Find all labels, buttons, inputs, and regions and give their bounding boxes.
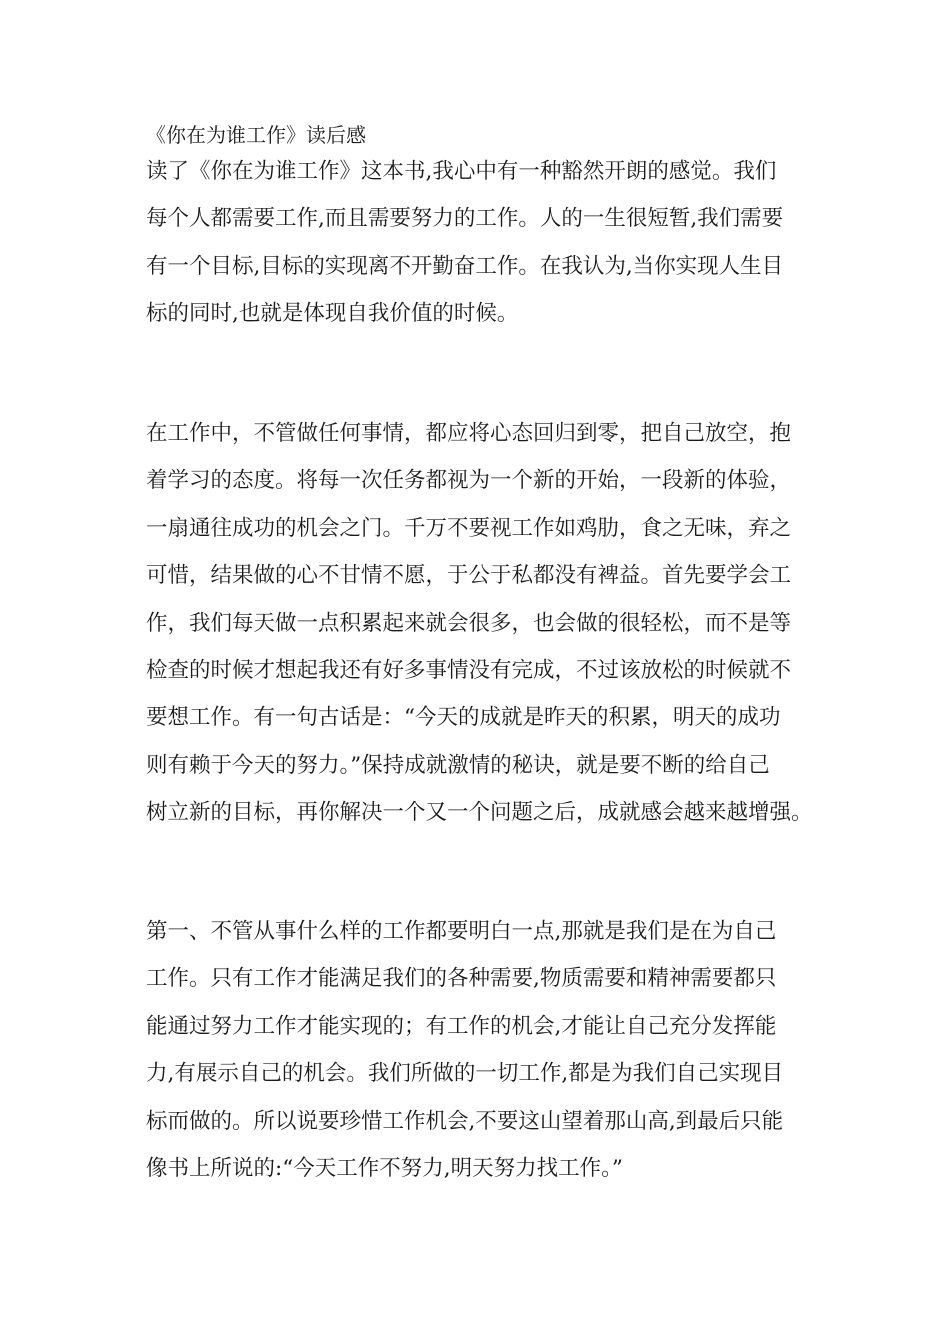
text-line: 要想工作。有一句古话是：“今天的成就是昨天的积累，明天的成功 [146,705,781,731]
text-line: 在工作中，不管做任何事情，都应将心态回归到零，把自己放空，抱 [146,421,792,446]
paragraph-2 [146,410,813,837]
text-line: 着学习的态度。将每一次任务都视为一个新的开始，一段新的体验， [146,468,792,494]
text-line: 可惜，结果做的心不甘情不愿，于公于私都没有裨益。首先要学会工 [146,563,792,589]
text-line: 力,有展示自己的机会。我们所做的一切工作,都是为我们自己实现目 [146,1061,784,1087]
text-line: 检查的时候才想起我还有好多事情没有完成，不过该放松的时候就不 [146,657,792,683]
text-line: 第一、不管从事什么样的工作都要明白一点,那就是我们是在为自己 [146,919,777,944]
text-line: 作，我们每天做一点积累起来就会很多，也会做的很轻松，而不是等 [146,610,792,636]
text-line: 读了《你在为谁工作》这本书,我心中有一种豁然开朗的感觉。我们 [146,159,777,184]
text-line: 标而做的。所以说要珍惜工作机会,不要这山望着那山高,到最后只能 [146,1108,784,1134]
text-line: 标的同时,也就是体现自我价值的时候。 [146,301,519,327]
text-line: 能通过努力工作才能实现的；有工作的机会,才能让自己充分发挥能 [146,1013,777,1039]
text-line: 每个人都需要工作,而且需要努力的工作。人的一生很短暂,我们需要 [146,206,784,232]
text-line: 一扇通往成功的机会之门。千万不要视工作如鸡肋，食之无味，弃之 [146,515,792,541]
text-line: 有一个目标,目标的实现离不开勤奋工作。在我认为,当你实现人生目 [146,253,784,279]
text-line: 树立新的目标，再你解决一个又一个问题之后，成就感会越来越增强。 [146,800,813,826]
paragraph-3 [146,908,783,1192]
document-title: 《你在为谁工作》读后感 [146,123,366,147]
text-line: 则有赖于今天的努力。”保持成就激情的秘诀，就是要不断的给自己 [146,752,770,778]
paragraph-1 [146,148,783,338]
text-line: 像书上所说的:“今天工作不努力,明天努力找工作。” [146,1155,623,1181]
text-line: 工作。只有工作才能满足我们的各种需要,物质需要和精神需要都只 [146,966,777,992]
